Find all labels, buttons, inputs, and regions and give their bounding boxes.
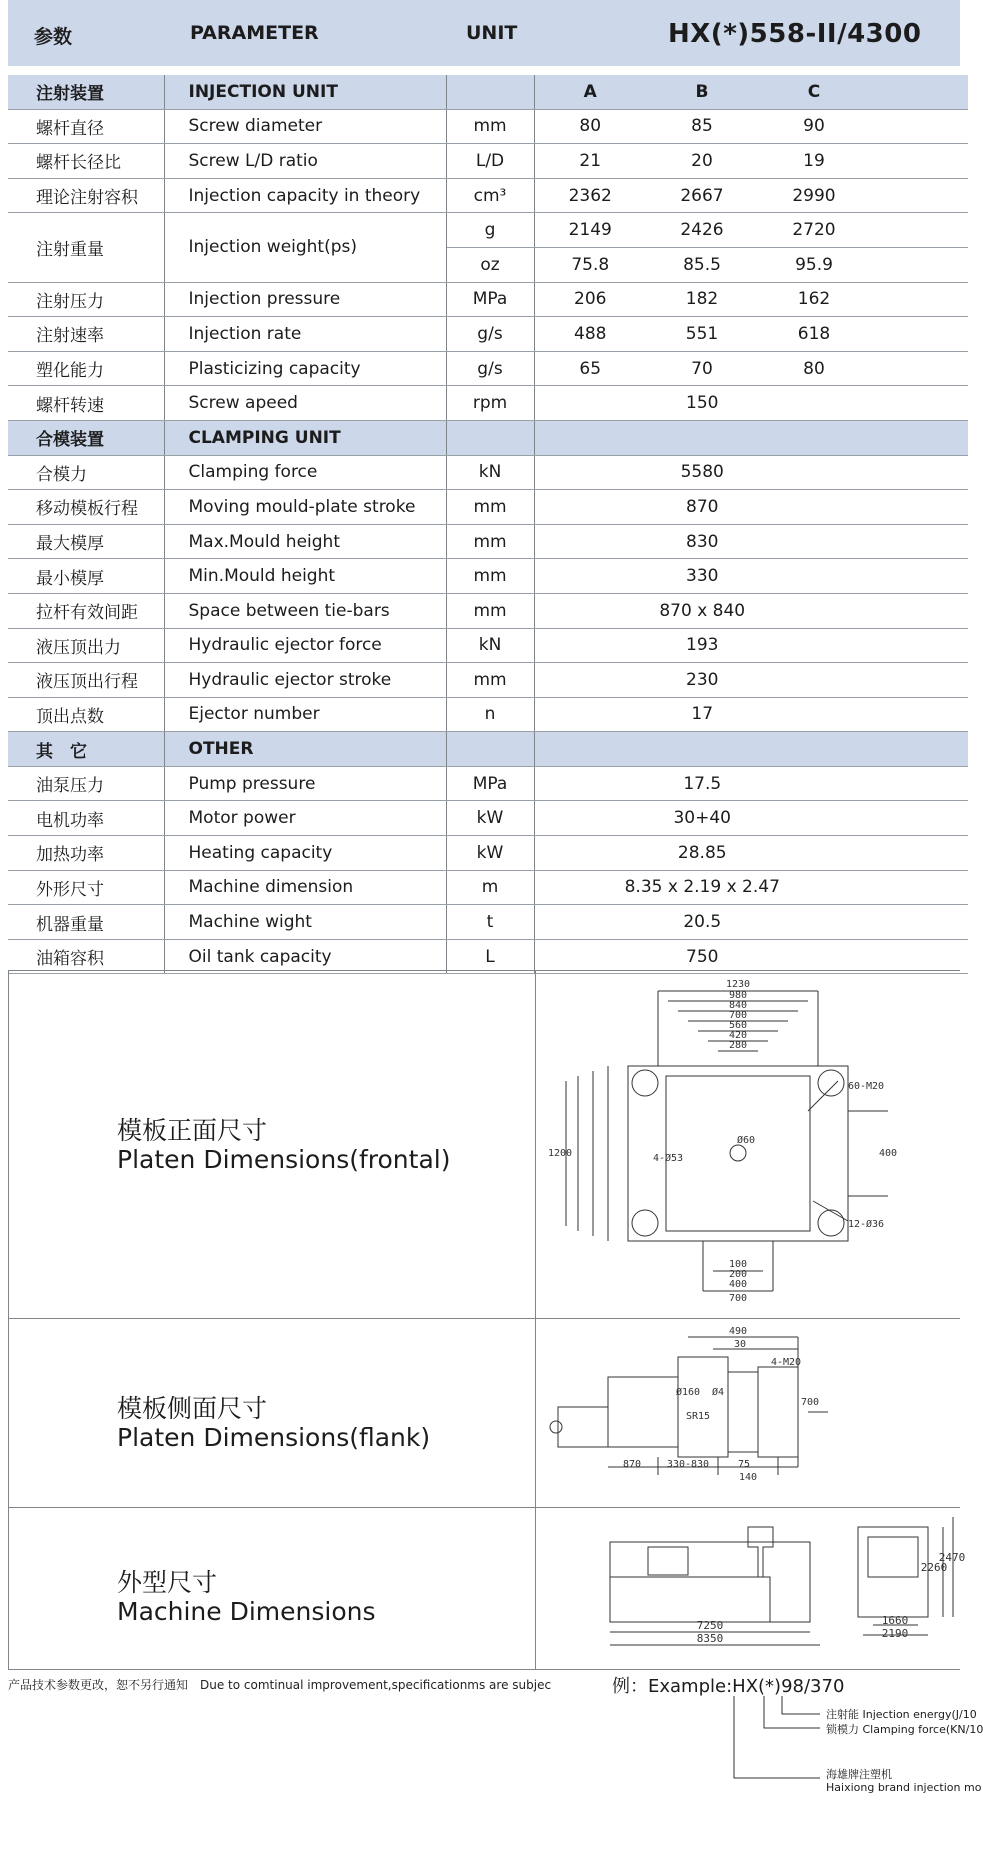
value-all: 750 — [534, 939, 870, 974]
table-row — [8, 282, 968, 317]
value-all: 8.35 x 2.19 x 2.47 — [534, 870, 870, 905]
row-en: Oil tank capacity — [164, 939, 446, 974]
section-cn: 注射装置 — [8, 75, 164, 109]
platen-flank-drawing — [548, 1317, 960, 1505]
row-unit: rpm — [446, 386, 534, 421]
row-unit: kN — [446, 455, 534, 490]
row-unit: kN — [446, 628, 534, 663]
frontal-drawing-row — [8, 970, 960, 1319]
value-all: 830 — [534, 524, 870, 559]
value-all: 870 — [534, 490, 870, 525]
row-en: Moving mould-plate stroke — [164, 490, 446, 525]
value-all: 5580 — [534, 455, 870, 490]
table-header — [8, 0, 960, 66]
dim-sr15: SR15 — [685, 1411, 711, 1422]
table-row — [8, 663, 968, 698]
row-unit: MPa — [446, 766, 534, 801]
value-c: 80 — [758, 351, 870, 386]
table-row — [8, 870, 968, 905]
dim-700: 700 — [800, 1397, 820, 1408]
value-a: 2149 — [534, 213, 646, 248]
row-en: Machine dimension — [164, 870, 446, 905]
header-cn: 参数 — [34, 26, 73, 48]
row-en: Plasticizing capacity — [164, 351, 446, 386]
value-all: 193 — [534, 628, 870, 663]
frontal-cn: 模板正面尺寸 — [117, 1116, 268, 1145]
annotation-energy: 注射能 Injection energy(J/10 — [826, 1708, 977, 1721]
dim-400v: 400 — [878, 1148, 898, 1159]
section-other — [8, 732, 968, 767]
table-row — [8, 455, 968, 490]
table-row — [8, 593, 968, 628]
value-c: 618 — [758, 317, 870, 352]
row-unit: mm — [446, 109, 534, 144]
dim-30: 30 — [733, 1339, 747, 1350]
header-unit: UNIT — [466, 22, 518, 44]
row-cn: 注射速率 — [8, 317, 164, 352]
row-en: Machine wight — [164, 905, 446, 940]
dim-75: 75 — [737, 1459, 751, 1470]
row-unit: cm³ — [446, 178, 534, 213]
row-unit: L — [446, 939, 534, 974]
dim-100: 100 — [728, 1259, 748, 1270]
row-unit: mm — [446, 490, 534, 525]
value-b: 85 — [646, 109, 758, 144]
dim-840: 840 — [728, 1000, 748, 1011]
value-c: 162 — [758, 282, 870, 317]
row-en: Screw diameter — [164, 109, 446, 144]
dim-60-m20: 60-M20 — [847, 1081, 885, 1092]
frontal-en: Platen Dimensions(frontal) — [117, 1145, 451, 1174]
table-row — [8, 524, 968, 559]
value-all: 230 — [534, 663, 870, 698]
col-c: C — [758, 75, 870, 109]
value-all: 20.5 — [534, 905, 870, 940]
dim-8350: 8350 — [696, 1632, 724, 1645]
dim-o160: Ø160 — [675, 1387, 701, 1398]
spec-table — [8, 75, 968, 974]
dim-200: 200 — [728, 1269, 748, 1280]
table-row — [8, 178, 968, 213]
value-a: 2362 — [534, 178, 646, 213]
value-b: 2426 — [646, 213, 758, 248]
value-c: 90 — [758, 109, 870, 144]
col-a: A — [534, 75, 646, 109]
row-unit: n — [446, 697, 534, 732]
row-cn: 螺杆转速 — [8, 386, 164, 421]
model-example: 例：Example:HX(*)98/370 — [612, 1676, 845, 1697]
table-row — [8, 144, 968, 179]
value-a: 65 — [534, 351, 646, 386]
row-en: Injection pressure — [164, 282, 446, 317]
row-cn: 最大模厚 — [8, 524, 164, 559]
dim-400: 400 — [728, 1279, 748, 1290]
table-row — [8, 213, 968, 248]
table-row — [8, 801, 968, 836]
row-en: Hydraulic ejector stroke — [164, 663, 446, 698]
table-row — [8, 628, 968, 663]
row-unit: kW — [446, 801, 534, 836]
row-en: Motor power — [164, 801, 446, 836]
dim-4-o53: 4-Ø53 — [652, 1153, 684, 1164]
row-cn: 顶出点数 — [8, 697, 164, 732]
section-injection — [8, 75, 968, 109]
row-cn: 理论注射容积 — [8, 178, 164, 213]
row-cn: 合模力 — [8, 455, 164, 490]
row-cn: 油箱容积 — [8, 939, 164, 974]
row-en: Injection rate — [164, 317, 446, 352]
row-cn: 注射压力 — [8, 282, 164, 317]
table-row — [8, 351, 968, 386]
dim-490: 490 — [728, 1326, 748, 1337]
col-b: B — [646, 75, 758, 109]
value-all: 28.85 — [534, 836, 870, 871]
row-cn: 液压顶出行程 — [8, 663, 164, 698]
row-en: Injection capacity in theory — [164, 178, 446, 213]
dim-1660: 1660 — [881, 1614, 909, 1627]
value-all: 17.5 — [534, 766, 870, 801]
dim-1200: 1200 — [547, 1148, 573, 1159]
value-c: 2990 — [758, 178, 870, 213]
row-cn: 油泵压力 — [8, 766, 164, 801]
row-cn: 电机功率 — [8, 801, 164, 836]
row-cn: 拉杆有效间距 — [8, 593, 164, 628]
value-b: 2667 — [646, 178, 758, 213]
machine-cn: 外型尺寸 — [117, 1568, 218, 1597]
section-en: INJECTION UNIT — [164, 75, 446, 109]
row-en: Space between tie-bars — [164, 593, 446, 628]
table-row — [8, 559, 968, 594]
row-unit: L/D — [446, 144, 534, 179]
value-b: 70 — [646, 351, 758, 386]
row-unit: mm — [446, 524, 534, 559]
dim-870: 870 — [622, 1459, 642, 1470]
platen-frontal-drawing — [548, 971, 960, 1317]
row-en: Injection weight(ps) — [164, 213, 446, 282]
row-cn: 移动模板行程 — [8, 490, 164, 525]
value-c: 95.9 — [758, 247, 870, 282]
value-all: 30+40 — [534, 801, 870, 836]
value-all: 870 x 840 — [534, 593, 870, 628]
dim-1230: 1230 — [725, 979, 751, 990]
machine-en: Machine Dimensions — [117, 1597, 376, 1626]
row-en: Screw apeed — [164, 386, 446, 421]
row-en: Ejector number — [164, 697, 446, 732]
dim-560: 560 — [728, 1020, 748, 1031]
row-unit: t — [446, 905, 534, 940]
table-row — [8, 386, 968, 421]
row-unit: oz — [446, 247, 534, 282]
row-unit: g — [446, 213, 534, 248]
table-row — [8, 697, 968, 732]
dim-2260: 2260 — [920, 1561, 948, 1574]
flank-en: Platen Dimensions(flank) — [117, 1423, 431, 1452]
table-row — [8, 939, 968, 974]
row-cn: 螺杆长径比 — [8, 144, 164, 179]
value-a: 21 — [534, 144, 646, 179]
value-a: 206 — [534, 282, 646, 317]
dim-4-m20: 4-M20 — [770, 1357, 802, 1368]
row-en: Hydraulic ejector force — [164, 628, 446, 663]
table-row — [8, 490, 968, 525]
flank-cn: 模板侧面尺寸 — [117, 1394, 268, 1423]
flank-drawing-row — [8, 1317, 960, 1508]
row-unit: m — [446, 870, 534, 905]
row-en: Max.Mould height — [164, 524, 446, 559]
dim-700b: 700 — [728, 1293, 748, 1304]
annotation-brand-cn: 海雄牌注塑机 — [826, 1768, 892, 1781]
row-cn: 塑化能力 — [8, 351, 164, 386]
row-unit: mm — [446, 663, 534, 698]
value-b: 20 — [646, 144, 758, 179]
footer-note: 产品技术参数更改，恕不另行通知 Due to comtinual improvement,specificationms are subjec — [8, 1678, 552, 1692]
section-en: CLAMPING UNIT — [164, 420, 446, 455]
dim-140: 140 — [738, 1472, 758, 1483]
machine-drawing-row — [8, 1507, 966, 1670]
row-unit: g/s — [446, 351, 534, 386]
annotation-clamping: 锁模力 Clamping force(KN/10 — [826, 1723, 983, 1736]
value-a: 75.8 — [534, 247, 646, 282]
model-name: HX(*)558-II/4300 — [668, 19, 922, 49]
row-cn: 加热功率 — [8, 836, 164, 871]
annotation-brand-en: Haixiong brand injection mo — [826, 1781, 982, 1794]
row-unit: mm — [446, 559, 534, 594]
value-all: 17 — [534, 697, 870, 732]
value-all: 330 — [534, 559, 870, 594]
dim-980: 980 — [728, 990, 748, 1001]
row-en: Heating capacity — [164, 836, 446, 871]
table-row — [8, 905, 968, 940]
row-unit: kW — [446, 836, 534, 871]
dim-7250: 7250 — [696, 1619, 724, 1632]
row-unit: g/s — [446, 317, 534, 352]
row-unit: mm — [446, 593, 534, 628]
section-cn: 合模装置 — [8, 420, 164, 455]
dim-280: 280 — [728, 1040, 748, 1051]
value-b: 182 — [646, 282, 758, 317]
section-clamping — [8, 420, 968, 455]
table-row — [8, 836, 968, 871]
value-all: 150 — [534, 386, 870, 421]
section-cn: 其 它 — [8, 732, 164, 767]
row-en: Min.Mould height — [164, 559, 446, 594]
row-cn: 最小模厚 — [8, 559, 164, 594]
row-cn: 液压顶出力 — [8, 628, 164, 663]
row-unit: MPa — [446, 282, 534, 317]
row-en: Pump pressure — [164, 766, 446, 801]
machine-drawing — [548, 1507, 966, 1667]
dim-o60: Ø60 — [736, 1135, 756, 1146]
table-row — [8, 109, 968, 144]
table-row — [8, 317, 968, 352]
row-cn: 螺杆直径 — [8, 109, 164, 144]
dim-o4: Ø4 — [711, 1387, 725, 1398]
row-en: Screw L/D ratio — [164, 144, 446, 179]
dim-2470: 2470 — [938, 1551, 966, 1564]
value-b: 85.5 — [646, 247, 758, 282]
dim-12-o36: 12-Ø36 — [847, 1219, 885, 1230]
value-c: 19 — [758, 144, 870, 179]
row-cn: 机器重量 — [8, 905, 164, 940]
dim-700: 700 — [728, 1010, 748, 1021]
value-a: 80 — [534, 109, 646, 144]
row-cn: 外形尺寸 — [8, 870, 164, 905]
value-c: 2720 — [758, 213, 870, 248]
dim-420: 420 — [728, 1030, 748, 1041]
section-en: OTHER — [164, 732, 446, 767]
header-en: PARAMETER — [190, 22, 319, 44]
table-row — [8, 766, 968, 801]
value-a: 488 — [534, 317, 646, 352]
row-en: Clamping force — [164, 455, 446, 490]
row-cn: 注射重量 — [8, 213, 164, 282]
value-b: 551 — [646, 317, 758, 352]
dim-2190: 2190 — [881, 1627, 909, 1640]
dim-330-830: 330-830 — [666, 1459, 710, 1470]
